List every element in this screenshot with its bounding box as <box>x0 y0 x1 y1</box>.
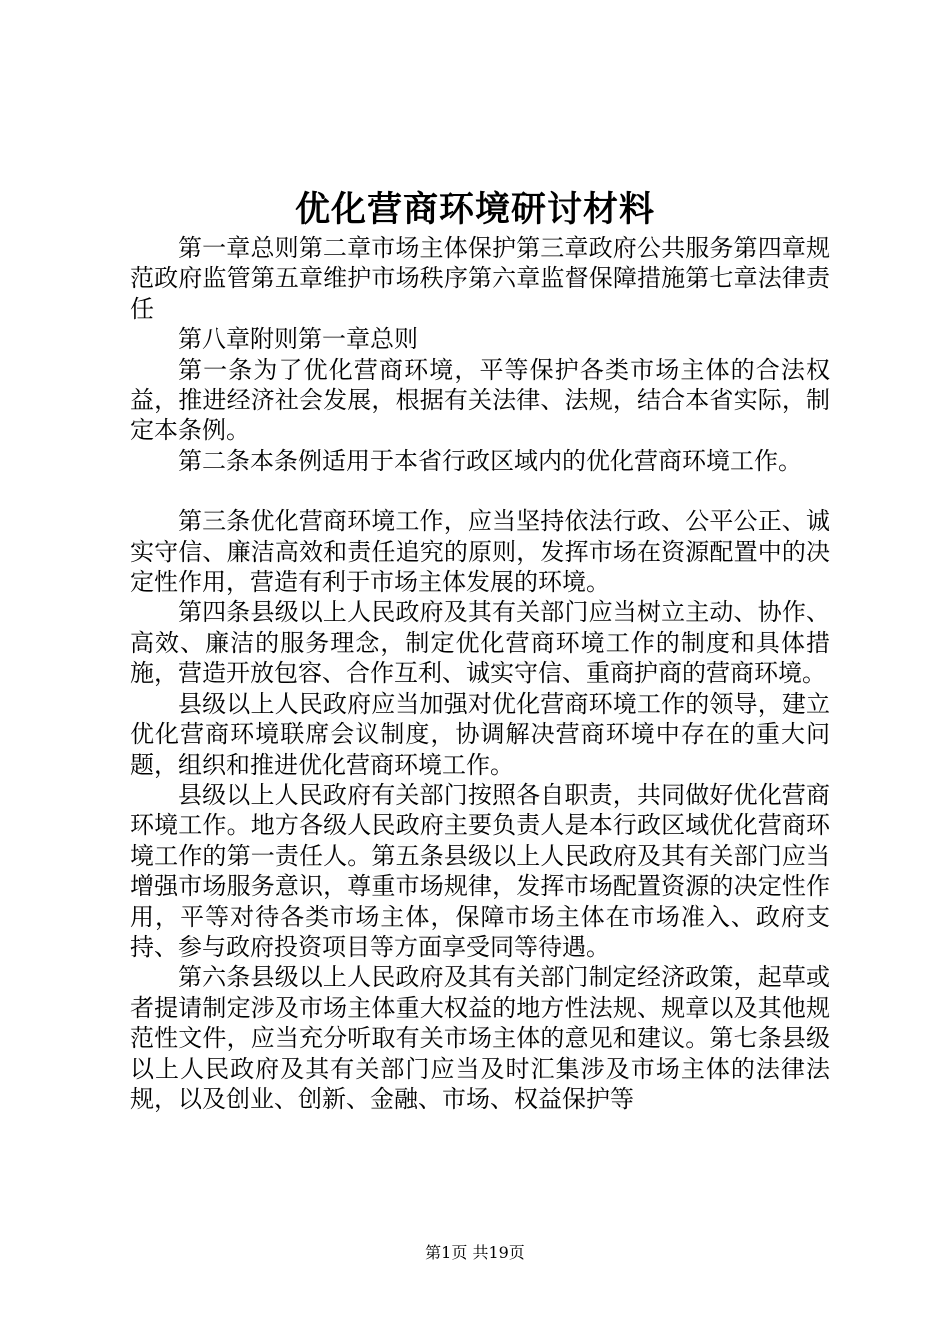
paragraph-article-2: 第二条本条例适用于本省行政区域内的优化营商环境工作。 <box>178 446 802 475</box>
paragraph-chapter-eight: 第八章附则第一章总则 <box>178 325 418 354</box>
document-title: 优化营商环境研讨材料 <box>294 190 655 230</box>
paragraph-article-1: 第一条为了优化营商环境，平等保护各类市场主体的合法权益，推进经济社会发展，根据有关法律、法规，结合本省实际，制定本条例。 <box>130 355 830 445</box>
page-number-footer: 第1页 共19页 <box>425 1243 525 1262</box>
paragraph-article-4: 第四条县级以上人民政府及其有关部门应当树立主动、协作、高效、廉洁的服务理念，制定优化营商环境工作的制度和具体措施，营造开放包容、合作互利、诚实守信、重商护商的营商环境。 <box>130 598 830 688</box>
paragraph-government-leadership: 县级以上人民政府应当加强对优化营商环境工作的领导，建立优化营商环境联席会议制度，协调解决营商环境中存在的重大问题，组织和推进优化营商环境工作。 <box>130 689 830 779</box>
paragraph-article-5: 县级以上人民政府有关部门按照各自职责，共同做好优化营商环境工作。地方各级人民政府主要负责人是本行政区域优化营商环境工作的第一责任人。第五条县级以上人民政府及其有关部门应当增强市场服务意识，尊重市场规律，发挥市场配置资源的决定性作用，平等对待各类市场主体，保障市场主体在市场准入、政府支持、参与政府投资项目等方面享受同等待遇。 <box>130 780 830 961</box>
paragraph-article-3: 第三条优化营商环境工作，应当坚持依法行政、公平公正、诚实守信、廉洁高效和责任追究的原则，发挥市场在资源配置中的决定性作用，营造有利于市场主体发展的环境。 <box>130 507 830 597</box>
paragraph-chapter-list: 第一章总则第二章市场主体保护第三章政府公共服务第四章规范政府监管第五章维护市场秩序第六章监督保障措施第七章法律责任 <box>130 234 830 323</box>
paragraph-article-6-7: 第六条县级以上人民政府及其有关部门制定经济政策，起草或者提请制定涉及市场主体重大权益的地方性法规、规章以及其他规范性文件，应当充分听取有关市场主体的意见和建议。第七条县级以上人民政府及其有关部门应当及时汇集涉及市场主体的法律法规，以及创业、创新、金融、市场、权益保护等 <box>130 963 830 1113</box>
document-body <box>130 233 830 1114</box>
